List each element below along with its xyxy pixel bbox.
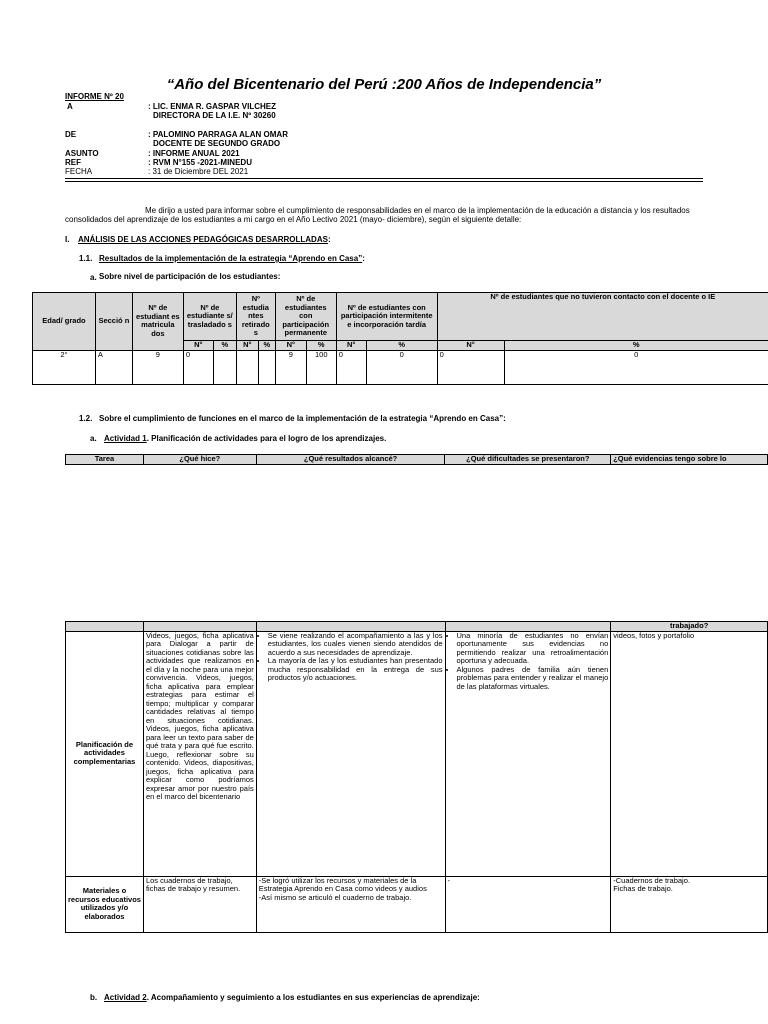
activity-1-number: Actividad 1 xyxy=(104,434,147,443)
cell-resultados-planificacion xyxy=(256,631,445,876)
activity-1-label: a. xyxy=(90,434,97,443)
cell-evidencias-planificacion: videos, fotos y portafolio xyxy=(611,631,768,876)
cell-seccion: A xyxy=(95,350,132,384)
section-1-2-title: Sobre el cumplimiento de funciones en el marco de la implementación de la estrategia “Aprendo en Casa”: xyxy=(99,414,506,423)
fecha-label: FECHA xyxy=(65,167,93,176)
section-1-1-number: 1.1. xyxy=(79,254,93,263)
subsection-a-title: Sobre nivel de participación de los estudiantes: xyxy=(99,272,281,281)
intro-line2: consolidados del aprendizaje de los estudiantes a mi cargo en el Año Lectivo 2021 (mayo- diciembre), según el siguiente detalle: xyxy=(65,215,522,224)
cell-sin-contacto-pct: 0 xyxy=(504,350,768,384)
activity-2-title: . Acompañamiento y seguimiento a los estudiantes en sus experiencias de aprendizaje: xyxy=(146,993,480,1002)
th-permanente: Nº de estudiantes con participación permanente xyxy=(275,293,336,341)
th-tarea: Tarea xyxy=(66,455,144,465)
th-sub-n: N° xyxy=(275,341,306,351)
th-matriculados: Nº de estudiant es matricula dos xyxy=(132,293,183,351)
section-1-colon: : xyxy=(327,235,331,244)
table-row xyxy=(66,631,768,876)
activity-2-heading xyxy=(104,993,480,1003)
list-item: • La mayoría de las y los estudiantes han presentado mucha responsabilidad en la entrega de sus productos y/o actuaciones. xyxy=(268,657,443,683)
section-1-1-title: Resultados de la implementación de la estrategia “Aprendo en Casa” xyxy=(99,254,363,263)
list-item: • Se viene realizando el acompañamiento a las y los estudiantes, los cuales vienen siendo atendidos de acuerdo a sus necesidades de aprendizaje. xyxy=(268,632,443,658)
cell-hice-materiales: Los cuadernos de trabajo, fichas de trabajo y resumen. xyxy=(143,876,256,932)
participation-table xyxy=(32,292,768,385)
section-1-number: I. xyxy=(65,235,70,244)
asunto-value: : INFORME ANUAL 2021 xyxy=(148,149,240,158)
activity-table-body xyxy=(65,621,768,933)
th-evidencias: ¿Qué evidencias tengo sobre lo xyxy=(611,455,768,465)
evidence-line: -Cuadernos de trabajo. xyxy=(613,875,690,885)
cell-dificultades-planificacion xyxy=(445,631,611,876)
ref-value: : RVM N°155 -2021-MINEDU xyxy=(148,158,252,167)
a-line1: : LIC. ENMA R. GASPAR VILCHEZ xyxy=(148,102,276,111)
th-sub-n: N° xyxy=(236,341,258,351)
th-sub-pct: % xyxy=(366,341,437,351)
th-dificultades: ¿Qué dificultades se presentaron? xyxy=(445,455,611,465)
activity-2-label: b. xyxy=(90,993,98,1002)
result-line: -Se logró utilizar los recursos y materiales de la Estrategia Aprendo en Casa como videos y audios xyxy=(258,875,427,893)
th-sub-pct: % xyxy=(306,341,336,351)
cell-retirados-pct xyxy=(258,350,275,384)
cell-resultados-materiales xyxy=(256,876,445,932)
activity-table-header xyxy=(65,454,768,465)
a-line2: DIRECTORA DE LA I.E. Nº 30260 xyxy=(153,111,276,120)
th-trasladados: Nº de estudiante s/ trasladado s xyxy=(183,293,236,341)
th-sub-pct: % xyxy=(258,341,275,351)
th-sub-n: N° xyxy=(183,341,213,351)
activity-2-number: Actividad 2 xyxy=(104,993,147,1002)
cell-permanente-pct: 100 xyxy=(306,350,336,384)
activity-1-heading xyxy=(104,434,386,444)
th-sub-n: N° xyxy=(437,341,504,351)
cell-hice-planificacion: Videos, juegos, ficha aplicativa para Dialogar a partir de situaciones cotidianas sobre las actividades que realizamos en el día y la noche para una mejor convivencia. Videos, juegos, ficha aplicativa para emplear estrategias para estimar el tiempo; multiplicar y comparar cantidades relativas al tiempo en situaciones cotidianas. Videos, juegos, ficha aplicativa para leer un texto para saber de qué trata y para qué fue escrito. Luego, reflexionar sobre su contenido. Videos, diapositivas, juegos, ficha aplicativa para explicar como podríamos expresar amor por nuestro país en el marco del bicentenario xyxy=(143,631,256,876)
divider-line-1 xyxy=(65,178,703,179)
fecha-value: : 31 de Diciembre DEL 2021 xyxy=(148,167,249,176)
cell-intermitente-n: 0 xyxy=(336,350,366,384)
informe-number: INFORME Nº 20 xyxy=(65,92,124,101)
section-1-title: ANÁLISIS DE LAS ACCIONES PEDAGÓGICAS DESARROLLADAS xyxy=(78,235,328,244)
document-title: “Año del Bicentenario del Perú :200 Años de Independencia” xyxy=(166,76,602,93)
th-evidencias-continued: trabajado? xyxy=(611,622,768,632)
th-sub-pct: % xyxy=(504,341,768,351)
cell-matriculados: 9 xyxy=(132,350,183,384)
asunto-label: ASUNTO xyxy=(65,149,99,158)
list-item: • Una minoría de estudiantes no envían oportunamente sus evidencias no permitiendo realizar una retroalimentación oportuna y adecuada. xyxy=(457,632,609,666)
table-row xyxy=(66,876,768,932)
ref-label: REF xyxy=(65,158,81,167)
cell-permanente-n: 9 xyxy=(275,350,306,384)
cell-retirados-n xyxy=(236,350,258,384)
th-sin-contacto: Nº de estudiantes que no tuvieron contacto con el docente o IE xyxy=(437,293,768,341)
de-line1: : PALOMINO PARRAGA ALAN OMAR xyxy=(148,130,288,139)
cell-tarea-materiales: Materiales o recursos educativos utilizados y/o elaborados xyxy=(66,876,144,932)
result-line: -Así mismo se articuló el cuaderno de trabajo. xyxy=(258,892,412,902)
list-item: • Algunos padres de familia aún tienen problemas para entender y realizar el manejo de las plataformas virtuales. xyxy=(457,666,609,692)
a-label: A xyxy=(67,102,73,111)
section-1-1-colon: : xyxy=(362,254,365,263)
th-que-hice: ¿Qué hice? xyxy=(143,455,256,465)
table-row xyxy=(33,350,768,384)
th-edad-grado: Edad/ grado xyxy=(33,293,96,351)
th-sub-pct: % xyxy=(213,341,236,351)
th-resultados: ¿Qué resultados alcancé? xyxy=(256,455,445,465)
th-sub-n: N° xyxy=(336,341,366,351)
cell-grado: 2° xyxy=(33,350,96,384)
cell-evidencias-materiales xyxy=(611,876,768,932)
th-intermitente: Nº de estudiantes con participación intermitente e incorporación tardía xyxy=(336,293,437,341)
cell-intermitente-pct: 0 xyxy=(366,350,437,384)
section-1-1-heading xyxy=(99,254,365,264)
cell-trasladados-n: 0 xyxy=(183,350,213,384)
intro-line1: Me dirijo a usted para informar sobre el cumplimiento de responsabilidades en el marco de la implementación de la educación a distancia y los resultados xyxy=(145,206,690,215)
de-label: DE xyxy=(65,130,77,139)
cell-dificultades-materiales: - xyxy=(445,876,611,932)
cell-tarea-planificacion: Planificación de actividades complementarias xyxy=(66,631,144,876)
de-line2: DOCENTE DE SEGUNDO GRADO xyxy=(153,139,281,148)
activity-1-title: . Planificación de actividades para el logro de los aprendizajes. xyxy=(146,434,387,443)
cell-sin-contacto-n: 0 xyxy=(437,350,504,384)
th-seccion: Secció n xyxy=(95,293,132,351)
section-1-heading xyxy=(78,235,331,245)
section-1-2-number: 1.2. xyxy=(79,414,93,423)
cell-trasladados-pct xyxy=(213,350,236,384)
th-retirados: Nº estudia ntes retirado s xyxy=(236,293,275,341)
divider-line-2 xyxy=(65,181,703,182)
subsection-a-label: a. xyxy=(90,273,97,282)
evidence-line: Fichas de trabajo. xyxy=(613,884,673,893)
